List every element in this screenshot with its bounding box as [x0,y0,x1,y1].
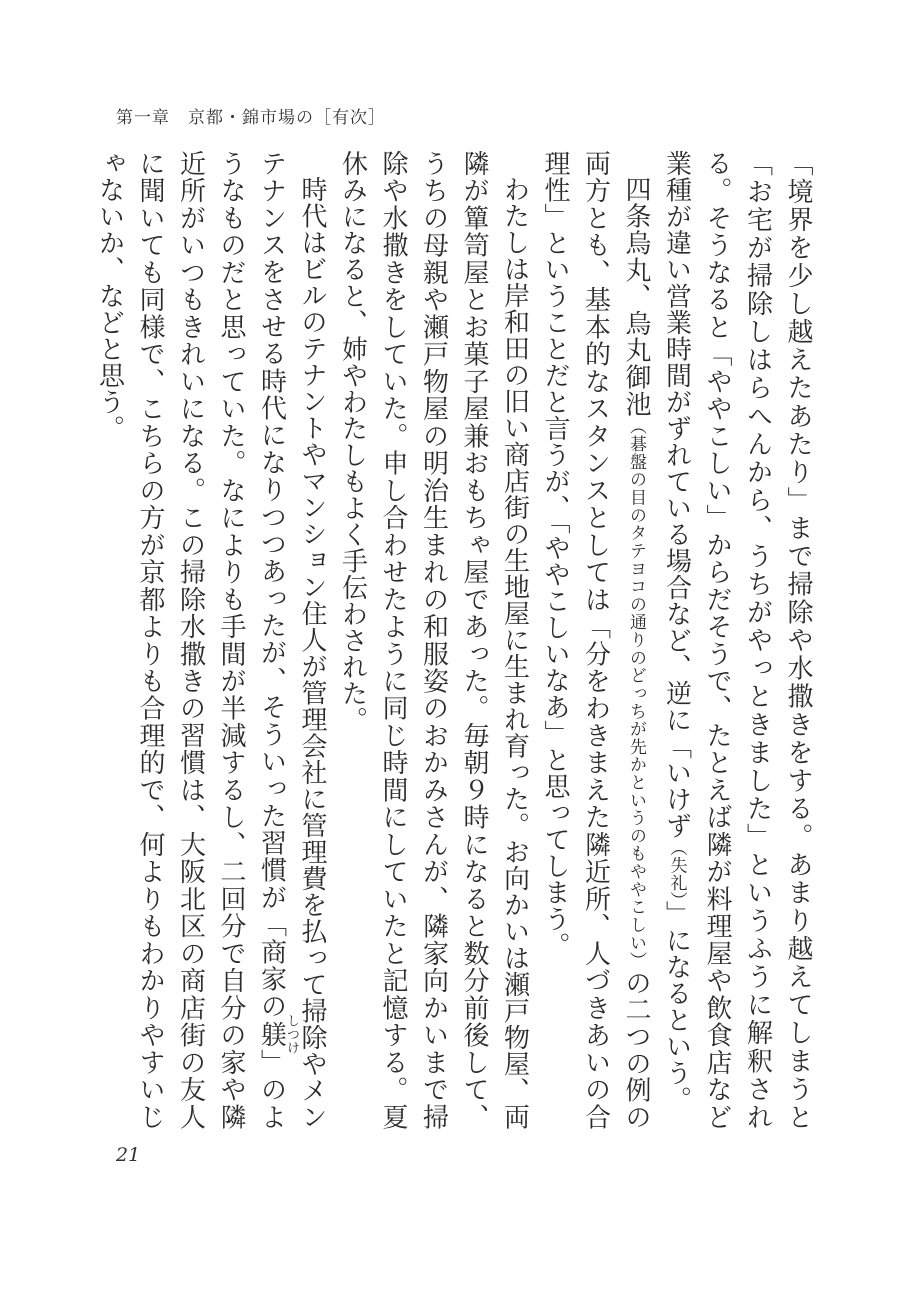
text-segment: 時代はビルのテナントやマンション住人が管理会社に管理費を払って掃除やメンテナンスをさせる時代になりつつあったが、そういった習慣が「商家の [256,150,327,1130]
inline-note: （失礼） [666,839,687,901]
ruby-word [256,1013,299,1055]
ruby-base: 躾 [256,1013,287,1055]
text-segment: わたしは岸和田の旧い商店街の生地屋に生まれ育った。お向かいは瀬戸物屋、両隣が簞笥屋とお菓子屋兼おもちゃ屋であった。毎朝９時になると数分前後して、うちの母親や瀬戸物屋の明治生まれの和服姿のおかみさんが、隣家向かいまで掃除や水撒きをしていた。申し合わせたように同じ時間にしていたと記憶する。夏休みになると、姉やわたしもよく手伝わされた。 [337,150,530,1130]
paragraph [93,150,332,1130]
text-segment: 「境界を少し越えたあたり」まで掃除や水撒きをする。あまり越えてしまうと「お宅が掃除しはらへんから、うちがやっときました」というふうに解釈される。そうなると「ややこしい」からだそうで、たとえば隣が料理屋や飲食店など業種が違い営業時間がずれている場合など、逆に「いけず [661,150,813,1130]
chapter-title: 京都・錦市場の［有次］ [188,108,386,128]
text-segment: 」になるという。 [661,900,692,1113]
running-header [116,103,386,128]
inline-note: （碁盤の目のタテヨコの通りのどっちが先かというのもややこしい） [626,417,646,970]
text-segment: 四条烏丸、烏丸御池 [621,176,651,418]
paragraph [535,150,657,1130]
body-text [93,150,818,1130]
ruby-reading: しつけ [284,1013,299,1055]
chapter-label: 第一章 [116,108,170,128]
paragraph [656,150,818,1130]
text-segment: 」のようなものだと思っていた。なによりも手間が半減するし、二回分で自分の家や隣近所がいつもきれいになる。この掃除水撒きの習慣は、大阪北区の商店街の友人に聞いても同様で、こちらの方が京都よりも合理的で、何よりもわかりやすいじゃないか、などと思う。 [94,150,287,1130]
text-segment: の二つの例の両方とも、基本的なスタンスとしては「分をわきまえた隣近所、人づきあいの合理性」ということだと言うが、「ややこしいなあ」と思ってしまう。 [540,150,651,1130]
paragraph [332,150,535,1130]
page-number: 21 [116,1144,141,1166]
